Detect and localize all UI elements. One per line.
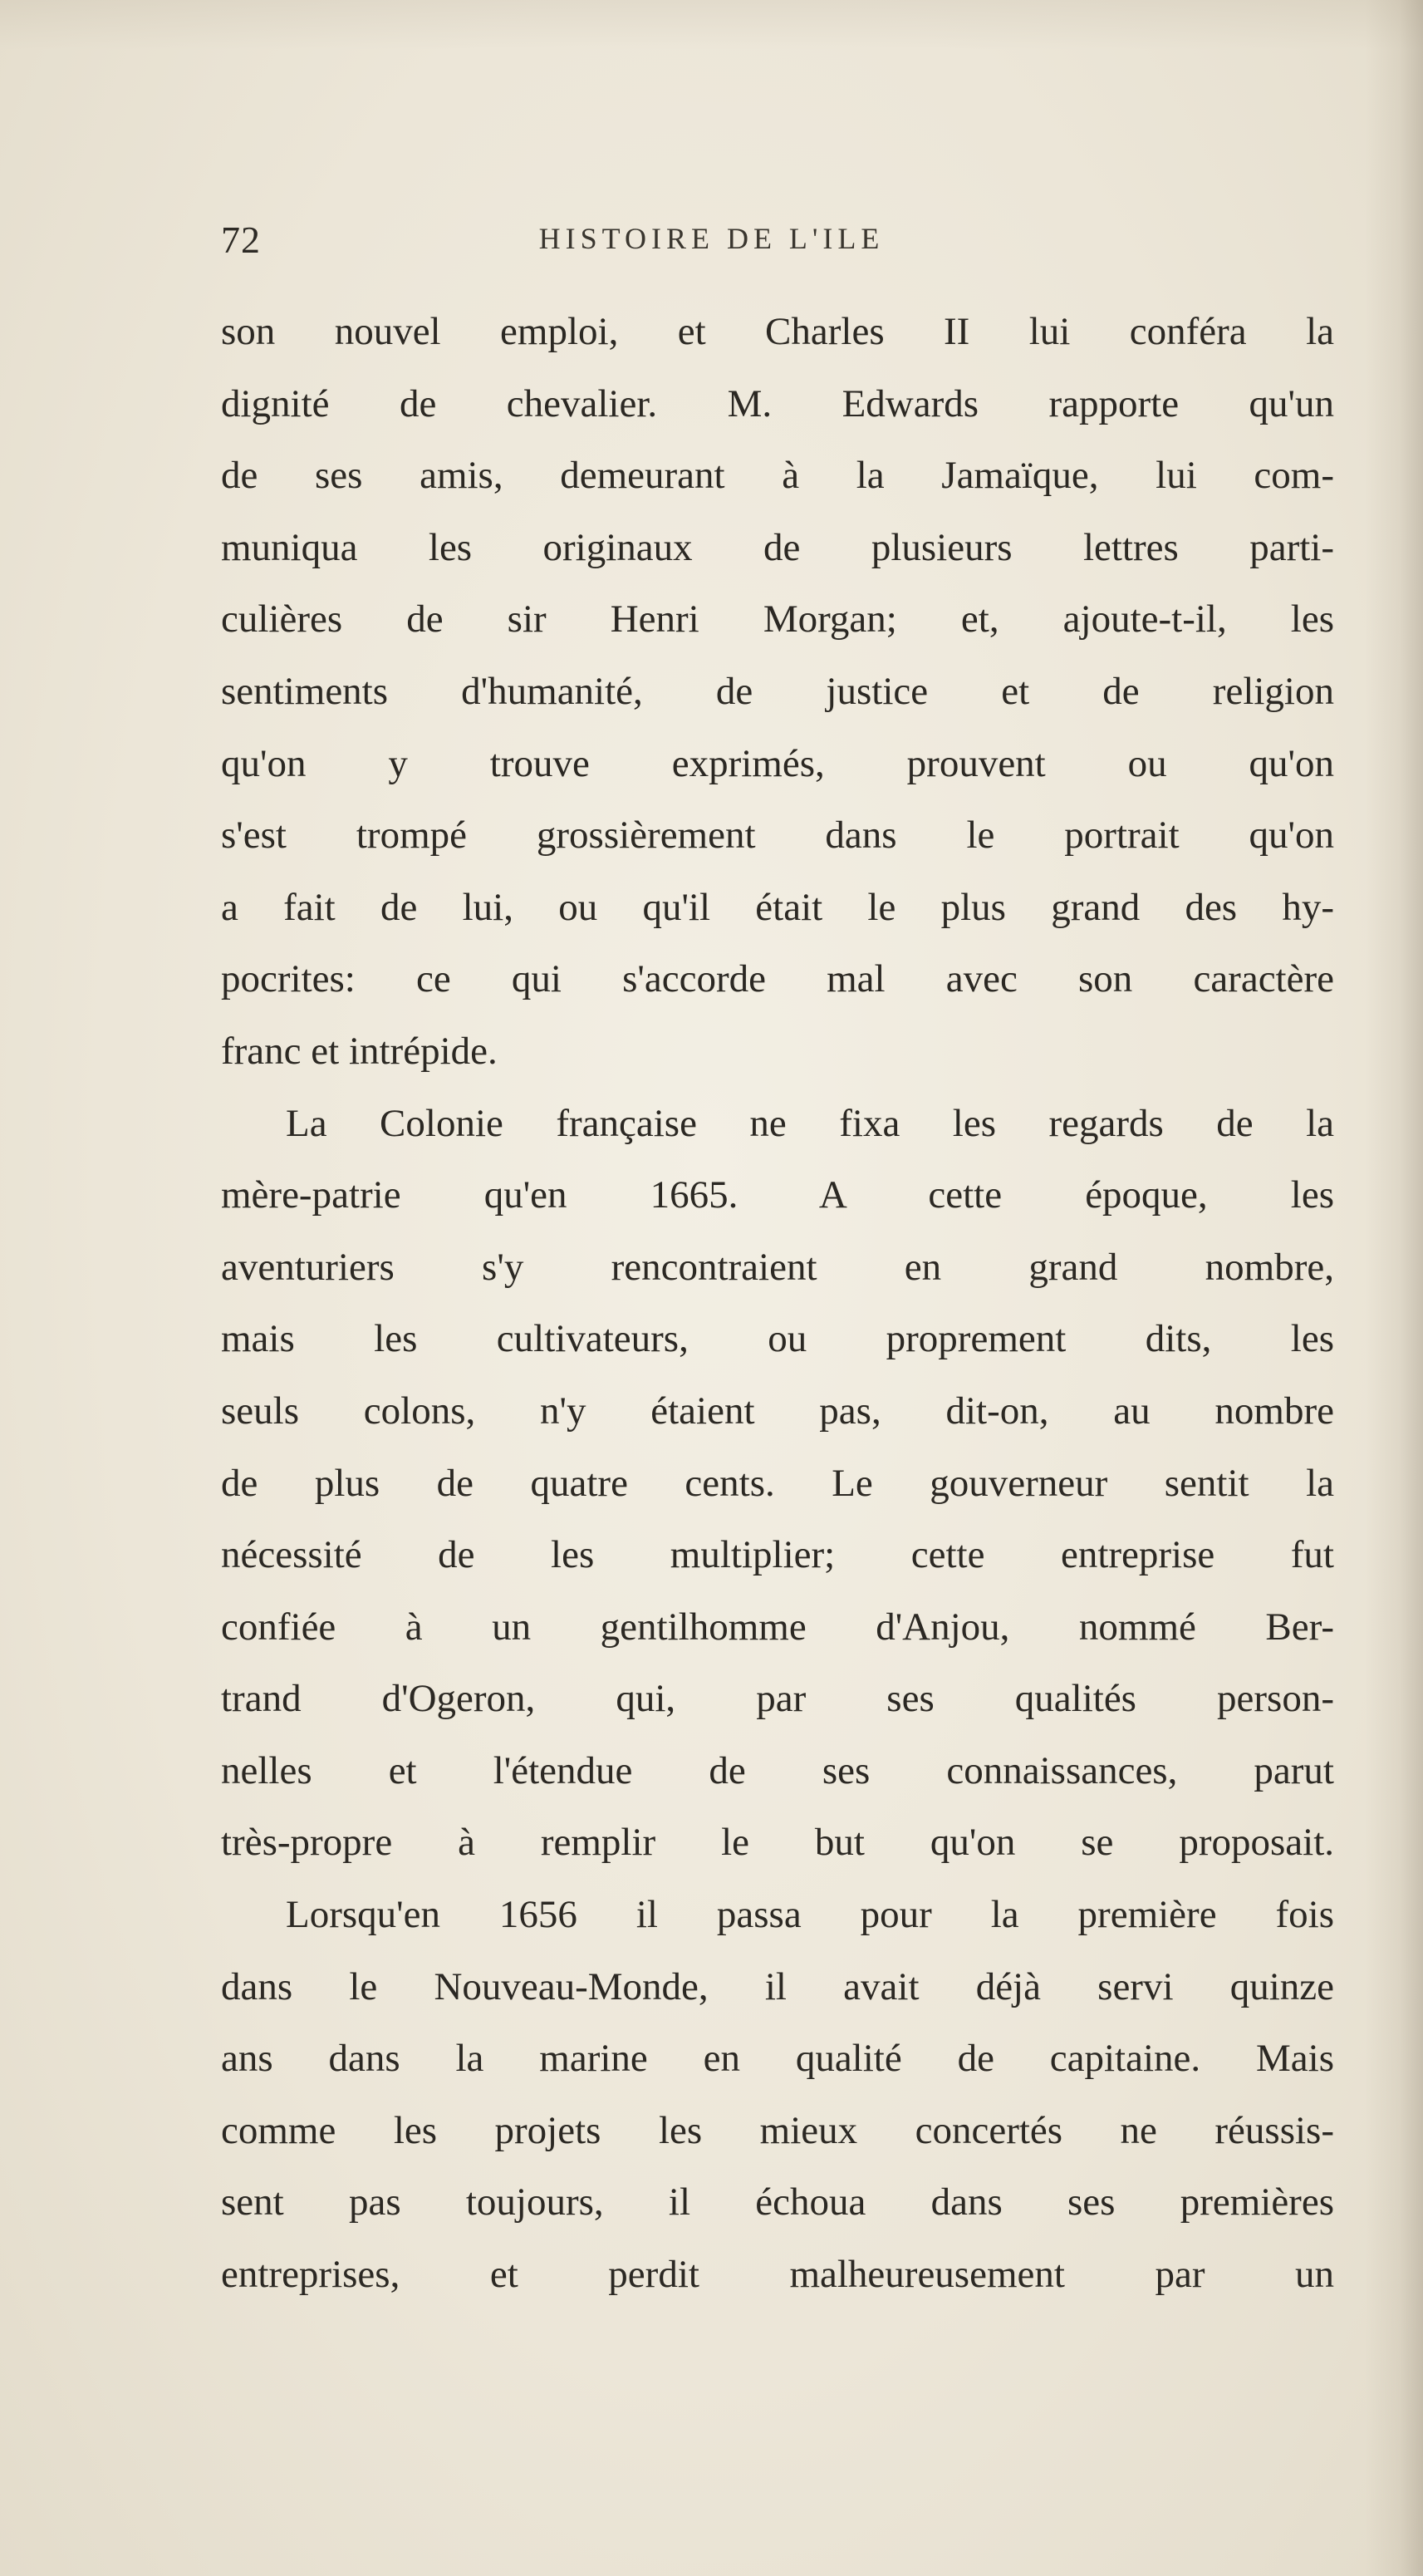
running-head: HISTOIRE DE L'ILE xyxy=(538,222,885,255)
text-line: de plus de quatre cents. Le gouverneur sentit la xyxy=(221,1461,1334,1505)
text-line: son nouvel emploi, et Charles II lui conféra la xyxy=(221,310,1334,353)
text-line: ans dans la marine en qualité de capitaine. Mais xyxy=(221,2037,1334,2081)
text-line: dignité de chevalier. M. Edwards rapporte qu'un xyxy=(221,381,1334,425)
text-line: pocrites: ce qui s'accorde mal avec son caractère xyxy=(221,957,1334,1001)
text-line: sentiments d'humanité, de justice et de religion xyxy=(221,669,1334,713)
text-line: comme les projets les mieux concertés ne réussis- xyxy=(221,2108,1334,2152)
paragraph-start-line: La Colonie française ne fixa les regards de la xyxy=(286,1101,1334,1145)
text-line: qu'on y trouve exprimés, prouvent ou qu'on xyxy=(221,741,1334,785)
text-line: dans le Nouveau-Monde, il avait déjà servi quinze xyxy=(221,1964,1334,2008)
text-line: aventuriers s'y rencontraient en grand nombre, xyxy=(221,1245,1334,1289)
paragraph-end-line: très-propre à remplir le but qu'on se proposait. xyxy=(221,1821,1334,1865)
text-line: trand d'Ogeron, qui, par ses qualités person- xyxy=(221,1677,1334,1721)
text-line: sent pas toujours, il échoua dans ses premières xyxy=(221,2180,1334,2225)
text-line: entreprises, et perdit malheureusement par un xyxy=(221,2253,1334,2297)
text-line: confiée à un gentilhomme d'Anjou, nommé Ber- xyxy=(221,1605,1334,1649)
page-number: 72 xyxy=(221,219,261,261)
text-line: seuls colons, n'y étaient pas, dit-on, au nombre xyxy=(221,1389,1334,1433)
text-line: nelles et l'étendue de ses connaissances, parut xyxy=(221,1748,1334,1792)
text-line: culières de sir Henri Morgan; et, ajoute-t-il, les xyxy=(221,597,1334,642)
page-top-edge-shading xyxy=(0,0,1423,50)
text-line: de ses amis, demeurant à la Jamaïque, lui com- xyxy=(221,454,1334,498)
text-line: mais les cultivateurs, ou proprement dits, les xyxy=(221,1317,1334,1361)
text-line: muniqua les originaux de plusieurs lettres parti- xyxy=(221,525,1334,569)
text-line: mère-patrie qu'en 1665. A cette époque, les xyxy=(221,1173,1334,1217)
body-text xyxy=(221,296,1334,2311)
paragraph-start-line: Lorsqu'en 1656 il passa pour la première fois xyxy=(286,1893,1334,1937)
text-line: nécessité de les multiplier; cette entreprise fut xyxy=(221,1533,1334,1577)
text-line: s'est trompé grossièrement dans le portrait qu'on xyxy=(221,814,1334,858)
text-line: a fait de lui, ou qu'il était le plus grand des hy- xyxy=(221,885,1334,929)
gutter-shadow xyxy=(1365,0,1423,2576)
paragraph-end-line: franc et intrépide. xyxy=(221,1029,498,1073)
